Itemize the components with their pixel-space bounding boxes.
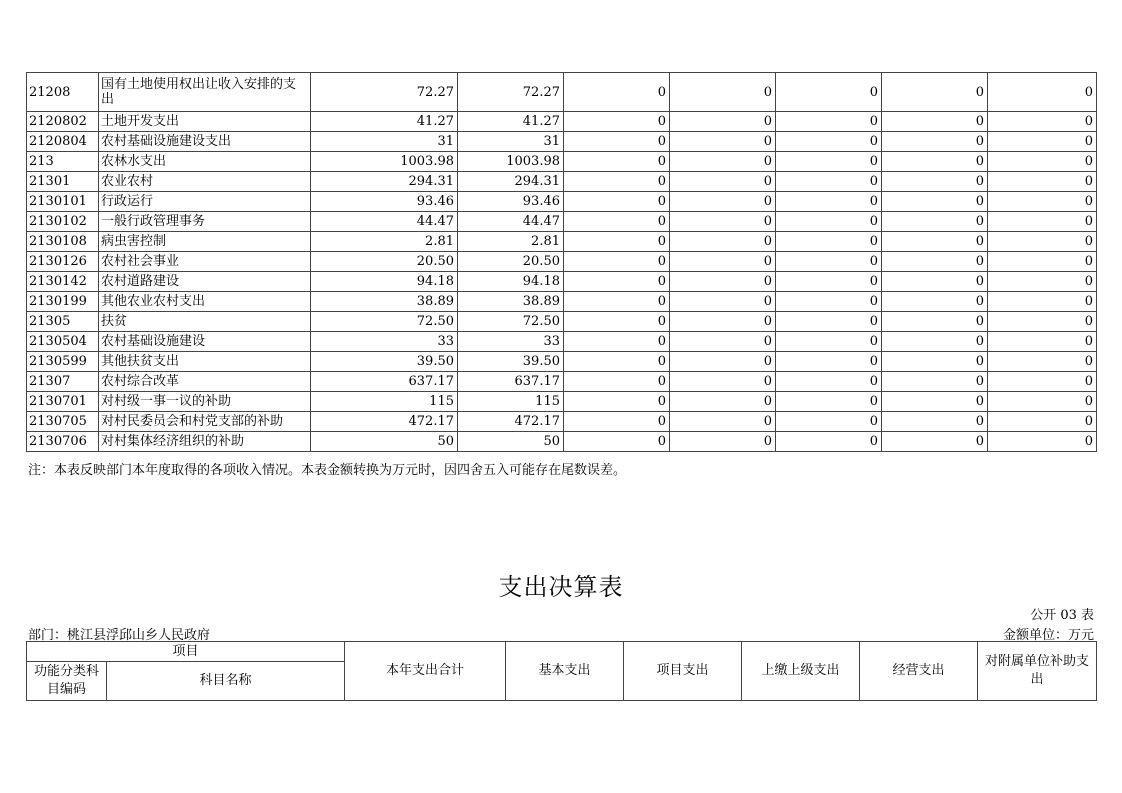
cell-col4: 0 <box>670 152 776 172</box>
cell-total: 72.27 <box>311 73 458 112</box>
cell-col4: 0 <box>670 292 776 312</box>
cell-code: 2120804 <box>27 132 99 152</box>
cell-total: 31 <box>311 132 458 152</box>
cell-total: 1003.98 <box>311 152 458 172</box>
cell-col5: 0 <box>776 372 882 392</box>
cell-project: 0 <box>564 192 670 212</box>
cell-col5: 0 <box>776 312 882 332</box>
cell-col5: 0 <box>776 432 882 452</box>
cell-code: 2130102 <box>27 212 99 232</box>
cell-name: 其他扶贫支出 <box>99 352 311 372</box>
table-row <box>27 252 1097 272</box>
cell-basic: 637.17 <box>458 372 564 392</box>
cell-code: 2130599 <box>27 352 99 372</box>
cell-col4: 0 <box>670 212 776 232</box>
cell-name: 扶贫 <box>99 312 311 332</box>
cell-col5: 0 <box>776 192 882 212</box>
cell-total: 94.18 <box>311 272 458 292</box>
cell-col6: 0 <box>882 352 988 372</box>
cell-project: 0 <box>564 132 670 152</box>
cell-basic: 472.17 <box>458 412 564 432</box>
cell-col5: 0 <box>776 412 882 432</box>
table-row <box>27 432 1097 452</box>
cell-code: 2130199 <box>27 292 99 312</box>
cell-total: 44.47 <box>311 212 458 232</box>
cell-col4: 0 <box>670 252 776 272</box>
cell-basic: 31 <box>458 132 564 152</box>
cell-project: 0 <box>564 172 670 192</box>
cell-col7: 0 <box>988 192 1097 212</box>
cell-col6: 0 <box>882 192 988 212</box>
cell-total: 93.46 <box>311 192 458 212</box>
cell-col6: 0 <box>882 112 988 132</box>
cell-col4: 0 <box>670 392 776 412</box>
cell-name: 一般行政管理事务 <box>99 212 311 232</box>
cell-basic: 20.50 <box>458 252 564 272</box>
cell-col5: 0 <box>776 352 882 372</box>
cell-total: 38.89 <box>311 292 458 312</box>
page-title: 支出决算表 <box>498 573 624 601</box>
cell-name: 行政运行 <box>99 192 311 212</box>
cell-project: 0 <box>564 412 670 432</box>
table-row <box>27 112 1097 132</box>
cell-code: 2130705 <box>27 412 99 432</box>
cell-col6: 0 <box>882 252 988 272</box>
cell-name: 农业农村 <box>99 172 311 192</box>
cell-name: 农村基础设施建设 <box>99 332 311 352</box>
table-row <box>27 372 1097 392</box>
cell-code: 21208 <box>27 73 99 112</box>
cell-col6: 0 <box>882 312 988 332</box>
cell-col4: 0 <box>670 352 776 372</box>
table-row <box>27 192 1097 212</box>
cell-basic: 115 <box>458 392 564 412</box>
table-row <box>27 73 1097 112</box>
cell-col7: 0 <box>988 112 1097 132</box>
cell-col6: 0 <box>882 232 988 252</box>
cell-col5: 0 <box>776 152 882 172</box>
cell-col7: 0 <box>988 392 1097 412</box>
header-subsidiary: 对附属单位补助支出 <box>978 642 1097 701</box>
cell-basic: 38.89 <box>458 292 564 312</box>
cell-total: 115 <box>311 392 458 412</box>
cell-col5: 0 <box>776 332 882 352</box>
cell-col7: 0 <box>988 272 1097 292</box>
cell-col7: 0 <box>988 252 1097 272</box>
cell-col7: 0 <box>988 212 1097 232</box>
cell-total: 2.81 <box>311 232 458 252</box>
table-row <box>27 272 1097 292</box>
cell-total: 472.17 <box>311 412 458 432</box>
cell-basic: 2.81 <box>458 232 564 252</box>
cell-code: 21307 <box>27 372 99 392</box>
cell-name: 土地开发支出 <box>99 112 311 132</box>
cell-project: 0 <box>564 292 670 312</box>
cell-col6: 0 <box>882 332 988 352</box>
header-item-group: 项目 <box>27 642 345 662</box>
cell-name: 对村民委员会和村党支部的补助 <box>99 412 311 432</box>
cell-project: 0 <box>564 392 670 412</box>
amount-unit-label: 金额单位：万元 <box>1002 628 1094 643</box>
cell-col6: 0 <box>882 152 988 172</box>
cell-code: 2130126 <box>27 252 99 272</box>
cell-total: 33 <box>311 332 458 352</box>
cell-name: 其他农业农村支出 <box>99 292 311 312</box>
cell-basic: 44.47 <box>458 212 564 232</box>
header-basic: 基本支出 <box>506 642 624 701</box>
header-code: 功能分类科目编码 <box>27 662 107 701</box>
cell-project: 0 <box>564 232 670 252</box>
cell-basic: 1003.98 <box>458 152 564 172</box>
cell-name: 对村集体经济组织的补助 <box>99 432 311 452</box>
table-row <box>27 132 1097 152</box>
cell-col7: 0 <box>988 312 1097 332</box>
cell-project: 0 <box>564 212 670 232</box>
cell-project: 0 <box>564 272 670 292</box>
cell-basic: 50 <box>458 432 564 452</box>
cell-col6: 0 <box>882 172 988 192</box>
cell-col7: 0 <box>988 292 1097 312</box>
cell-code: 2130142 <box>27 272 99 292</box>
cell-col4: 0 <box>670 272 776 292</box>
table-row <box>27 392 1097 412</box>
department-label: 部门：桃江县浮邱山乡人民政府 <box>28 628 211 643</box>
cell-total: 41.27 <box>311 112 458 132</box>
cell-name: 病虫害控制 <box>99 232 311 252</box>
cell-total: 637.17 <box>311 372 458 392</box>
cell-total: 39.50 <box>311 352 458 372</box>
header-operating: 经营支出 <box>860 642 978 701</box>
cell-basic: 41.27 <box>458 112 564 132</box>
cell-code: 2130108 <box>27 232 99 252</box>
cell-col6: 0 <box>882 412 988 432</box>
cell-project: 0 <box>564 332 670 352</box>
cell-project: 0 <box>564 252 670 272</box>
cell-project: 0 <box>564 112 670 132</box>
cell-col6: 0 <box>882 272 988 292</box>
cell-name: 对村级一事一议的补助 <box>99 392 311 412</box>
cell-col6: 0 <box>882 292 988 312</box>
cell-basic: 72.50 <box>458 312 564 332</box>
cell-col5: 0 <box>776 272 882 292</box>
header-superior: 上缴上级支出 <box>742 642 860 701</box>
cell-project: 0 <box>564 152 670 172</box>
cell-col7: 0 <box>988 172 1097 192</box>
cell-code: 21305 <box>27 312 99 332</box>
cell-col5: 0 <box>776 132 882 152</box>
cell-name: 农村综合改革 <box>99 372 311 392</box>
cell-col6: 0 <box>882 432 988 452</box>
cell-col5: 0 <box>776 212 882 232</box>
table-row <box>27 212 1097 232</box>
cell-col7: 0 <box>988 232 1097 252</box>
cell-code: 2130706 <box>27 432 99 452</box>
cell-project: 0 <box>564 312 670 332</box>
header-name: 科目名称 <box>107 662 345 701</box>
header-total: 本年支出合计 <box>345 642 506 701</box>
cell-col4: 0 <box>670 73 776 112</box>
cell-col5: 0 <box>776 112 882 132</box>
cell-project: 0 <box>564 73 670 112</box>
table-row <box>27 152 1097 172</box>
cell-col4: 0 <box>670 112 776 132</box>
cell-total: 20.50 <box>311 252 458 272</box>
cell-col7: 0 <box>988 152 1097 172</box>
cell-col5: 0 <box>776 73 882 112</box>
cell-col5: 0 <box>776 232 882 252</box>
cell-col4: 0 <box>670 312 776 332</box>
header-project: 项目支出 <box>624 642 742 701</box>
cell-col7: 0 <box>988 132 1097 152</box>
cell-col4: 0 <box>670 372 776 392</box>
cell-col7: 0 <box>988 352 1097 372</box>
cell-col4: 0 <box>670 232 776 252</box>
table-row <box>27 352 1097 372</box>
cell-col4: 0 <box>670 412 776 432</box>
cell-col6: 0 <box>882 212 988 232</box>
cell-col7: 0 <box>988 372 1097 392</box>
cell-basic: 72.27 <box>458 73 564 112</box>
cell-col7: 0 <box>988 412 1097 432</box>
cell-code: 213 <box>27 152 99 172</box>
cell-name: 农林水支出 <box>99 152 311 172</box>
table-number: 公开 03 表 <box>1030 608 1094 623</box>
cell-basic: 93.46 <box>458 192 564 212</box>
table-row <box>27 312 1097 332</box>
cell-total: 294.31 <box>311 172 458 192</box>
table-row <box>27 172 1097 192</box>
cell-project: 0 <box>564 352 670 372</box>
table-row <box>27 232 1097 252</box>
cell-col4: 0 <box>670 132 776 152</box>
cell-col7: 0 <box>988 73 1097 112</box>
cell-basic: 39.50 <box>458 352 564 372</box>
cell-name: 国有土地使用权出让收入安排的支出 <box>99 73 311 112</box>
expense-summary-header-table <box>26 641 1097 701</box>
cell-project: 0 <box>564 372 670 392</box>
cell-col4: 0 <box>670 172 776 192</box>
cell-col6: 0 <box>882 132 988 152</box>
cell-col4: 0 <box>670 432 776 452</box>
cell-basic: 294.31 <box>458 172 564 192</box>
cell-col6: 0 <box>882 73 988 112</box>
cell-code: 21301 <box>27 172 99 192</box>
cell-basic: 94.18 <box>458 272 564 292</box>
cell-code: 2120802 <box>27 112 99 132</box>
cell-code: 2130701 <box>27 392 99 412</box>
cell-col5: 0 <box>776 172 882 192</box>
cell-total: 50 <box>311 432 458 452</box>
cell-col6: 0 <box>882 372 988 392</box>
cell-col5: 0 <box>776 392 882 412</box>
cell-name: 农村道路建设 <box>99 272 311 292</box>
cell-col7: 0 <box>988 432 1097 452</box>
table-note: 注：本表反映部门本年度取得的各项收入情况。本表金额转换为万元时，因四舍五入可能存在尾数误差。 <box>28 463 627 478</box>
cell-name: 农村社会事业 <box>99 252 311 272</box>
table-row <box>27 292 1097 312</box>
table-row <box>27 412 1097 432</box>
cell-name: 农村基础设施建设支出 <box>99 132 311 152</box>
cell-col4: 0 <box>670 192 776 212</box>
table-row <box>27 332 1097 352</box>
cell-col7: 0 <box>988 332 1097 352</box>
expense-detail-table <box>26 72 1097 452</box>
cell-col6: 0 <box>882 392 988 412</box>
cell-col5: 0 <box>776 292 882 312</box>
cell-project: 0 <box>564 432 670 452</box>
cell-col5: 0 <box>776 252 882 272</box>
cell-code: 2130504 <box>27 332 99 352</box>
cell-code: 2130101 <box>27 192 99 212</box>
cell-total: 72.50 <box>311 312 458 332</box>
cell-col4: 0 <box>670 332 776 352</box>
cell-basic: 33 <box>458 332 564 352</box>
